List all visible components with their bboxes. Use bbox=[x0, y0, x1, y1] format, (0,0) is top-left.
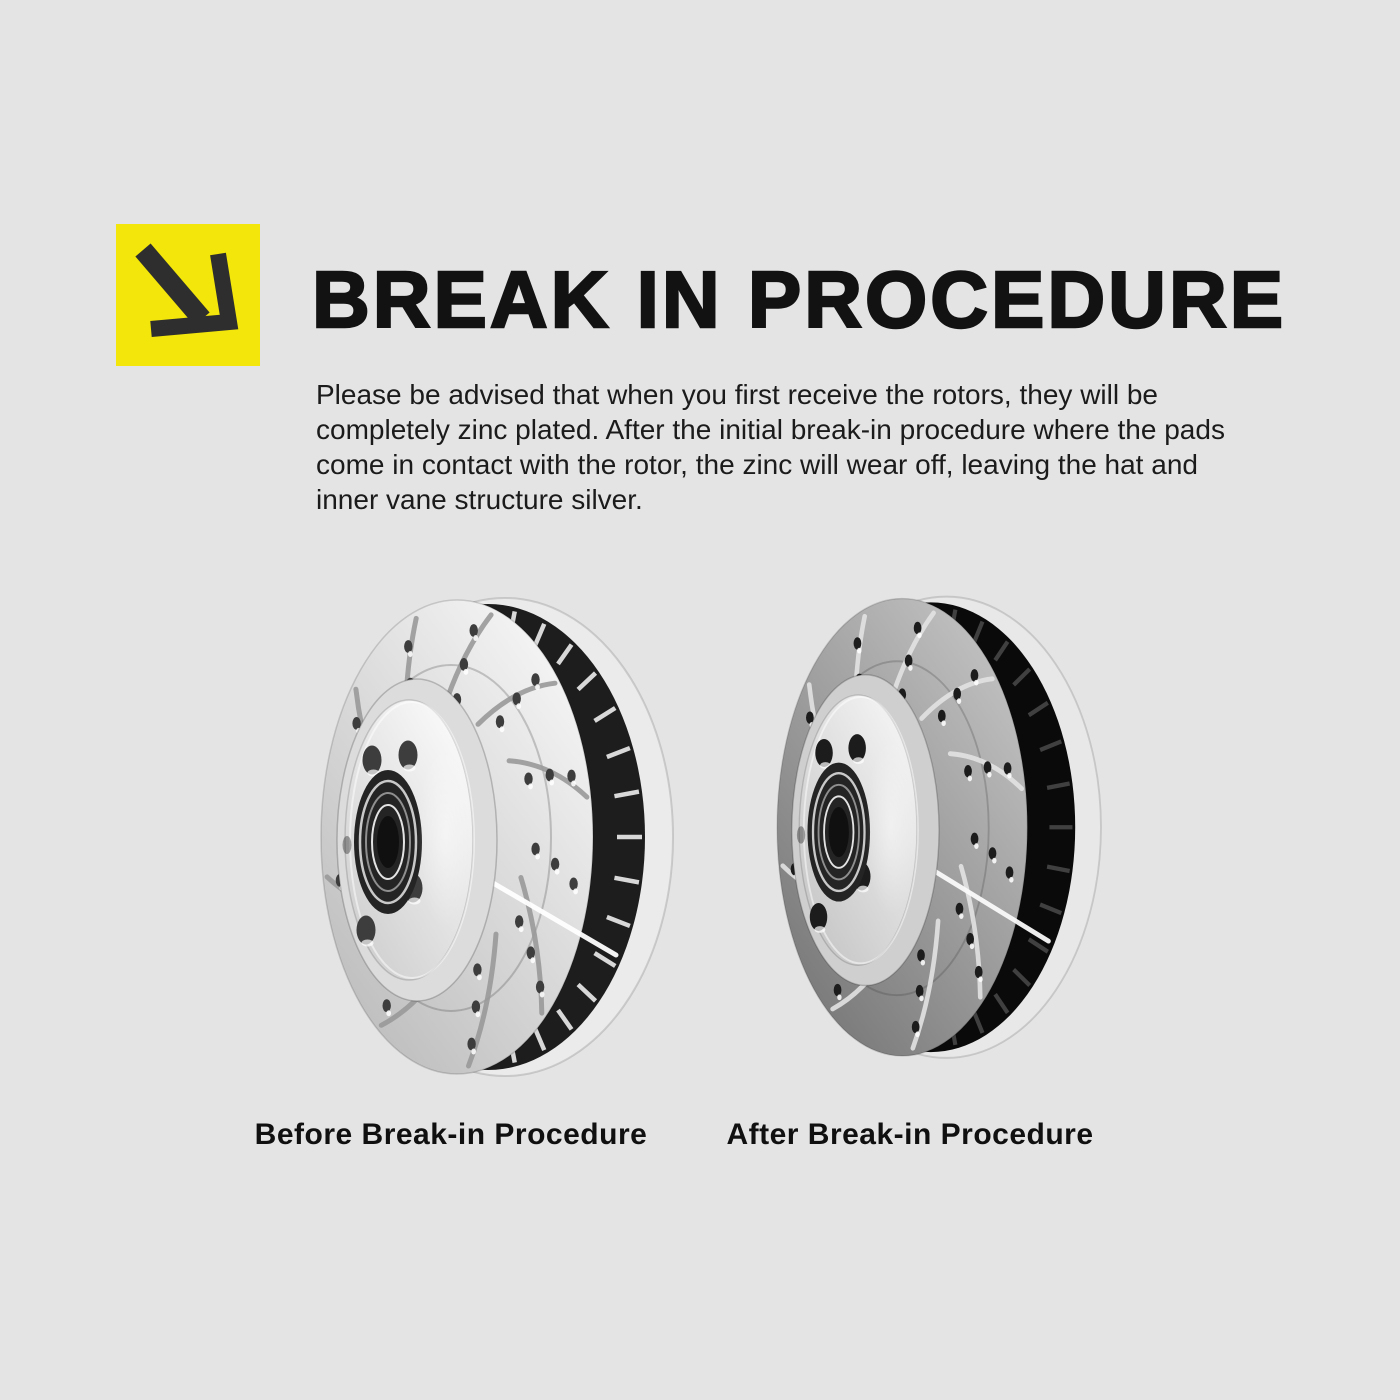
caption-before: Before Break-in Procedure bbox=[254, 1118, 648, 1151]
intro-line-1: Please be advised that when you first receive the rotors, they will be bbox=[316, 379, 1158, 410]
intro-line-4: inner vane structure silver. bbox=[316, 484, 643, 515]
rotor-hub bbox=[792, 675, 939, 986]
intro-line-2: completely zinc plated. After the initial break-in procedure where the pads bbox=[316, 414, 1225, 445]
intro-line-3: come in contact with the rotor, the zinc will wear off, leaving the hat and bbox=[316, 449, 1198, 480]
arrow-down-right-icon bbox=[116, 224, 260, 366]
page-title: BREAK IN PROCEDURE bbox=[312, 255, 1287, 344]
rotor-hub bbox=[337, 679, 497, 1001]
rotor-photo-before bbox=[285, 587, 715, 1087]
intro-paragraph bbox=[316, 377, 1225, 517]
arrow-badge bbox=[116, 224, 260, 366]
rotor-photo-after bbox=[746, 578, 1176, 1078]
caption-after: After Break-in Procedure bbox=[726, 1118, 1094, 1151]
